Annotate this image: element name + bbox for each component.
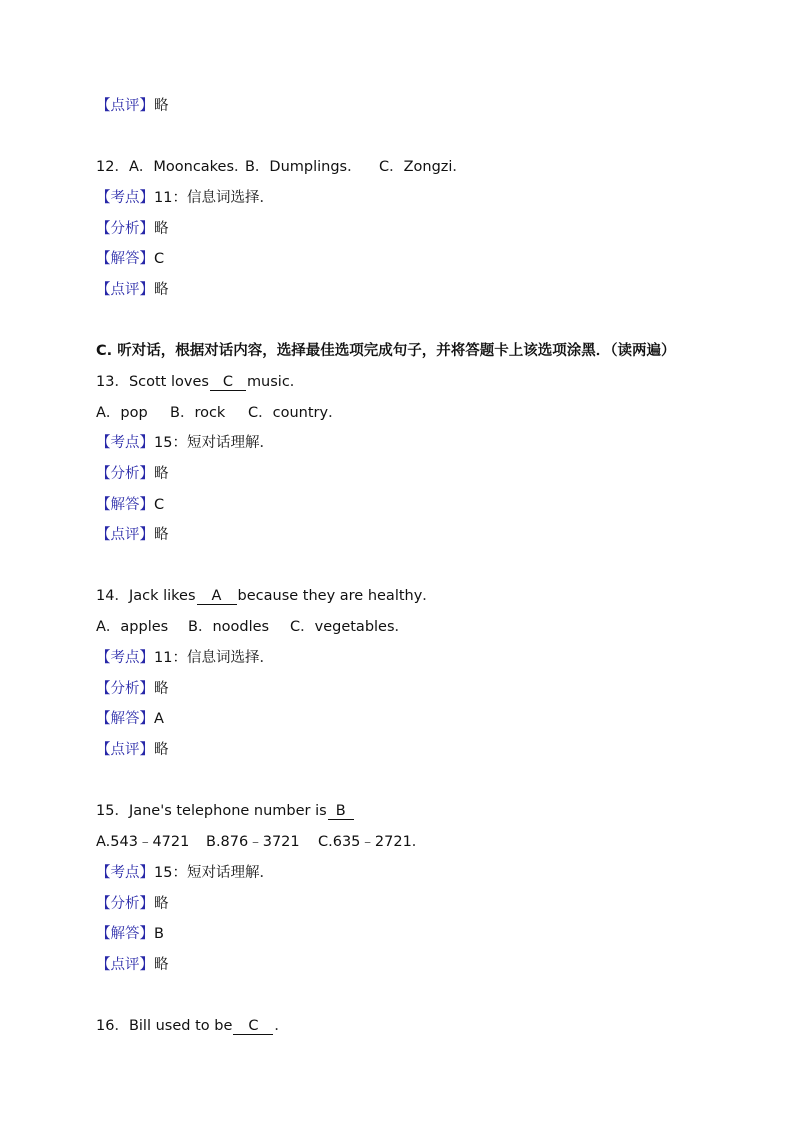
jieda-label: 解答: [110, 926, 140, 942]
answer-blank: B: [328, 803, 354, 820]
options-row: [96, 617, 409, 637]
options-row: [96, 403, 343, 423]
option-b: B.876﹣3721: [206, 834, 300, 850]
kaodian-row: 【考点】15：短对话理解．: [96, 435, 274, 451]
jieda-value: A: [154, 711, 164, 727]
question-number: 15．: [96, 803, 129, 819]
dianping-label: 点评: [110, 527, 140, 543]
question-16: [96, 1016, 289, 1036]
jieda-value: C: [154, 497, 165, 513]
question-stem: Bill used to be: [128, 1018, 233, 1034]
dianping-value: 略: [154, 527, 169, 543]
fenxi-value: 略: [154, 466, 169, 482]
question-stem-end: ．: [274, 1018, 289, 1034]
option-c: C．country．: [248, 405, 343, 421]
jieda-row: 【解答】A: [96, 711, 164, 727]
fenxi-label: 分析: [110, 896, 140, 912]
option-b: B．rock: [170, 405, 226, 421]
option-c: C．Zongzi．: [378, 159, 467, 175]
fenxi-row: 【分析】略: [96, 221, 169, 237]
option-a: A．apples: [96, 619, 169, 635]
options-row: [96, 832, 426, 852]
option-a: A．pop: [96, 405, 148, 421]
dianping-value: 略: [154, 957, 169, 973]
jieda-label: 解答: [110, 711, 140, 727]
question-stem: Jane's telephone number is: [128, 803, 327, 819]
jieda-row: 【解答】C: [96, 497, 165, 513]
answer-blank: C: [233, 1018, 273, 1035]
kaodian-value: 15：短对话理解．: [154, 435, 274, 451]
fenxi-row: 【分析】略: [96, 681, 169, 697]
kaodian-value: 15：短对话理解．: [154, 865, 274, 881]
dianping-value: 略: [154, 98, 169, 114]
fenxi-label: 分析: [110, 221, 140, 237]
question-13: [96, 372, 304, 392]
fenxi-value: 略: [154, 221, 169, 237]
dianping-label: 点评: [110, 742, 140, 758]
dianping-row: 【点评】略: [96, 742, 169, 758]
question-stem: Scott loves: [128, 374, 209, 390]
question-14: [96, 586, 437, 606]
jieda-label: 解答: [110, 251, 140, 267]
fenxi-row: 【分析】略: [96, 896, 169, 912]
answer-blank: C: [210, 374, 246, 391]
dianping-label: 点评: [110, 98, 140, 114]
fenxi-row: 【分析】略: [96, 466, 169, 482]
question-stem-end: because they are healthy．: [237, 588, 437, 604]
fenxi-value: 略: [154, 681, 169, 697]
dianping-value: 略: [154, 742, 169, 758]
dianping-row: 【点评】略: [96, 957, 169, 973]
dianping-label: 点评: [110, 957, 140, 973]
question-number: 13．: [96, 374, 129, 390]
dianping-row: 【点评】略: [96, 282, 169, 298]
jieda-row: 【解答】B: [96, 926, 164, 942]
kaodian-label: 考点: [110, 435, 140, 451]
kaodian-label: 考点: [110, 190, 140, 206]
kaodian-row: 【考点】11：信息词选择．: [96, 190, 274, 206]
section-c-heading: C. 听对话，根据对话内容，选择最佳选项完成句子，并将答题卡上该选项涂黑．（读两遍）: [96, 343, 676, 359]
question-number: 12．: [96, 159, 129, 175]
option-a: A．Mooncakes．: [128, 159, 249, 175]
option-a: A.543﹣4721: [96, 834, 190, 850]
jieda-value: B: [154, 926, 164, 942]
fenxi-value: 略: [154, 896, 169, 912]
question-15: [96, 801, 355, 821]
option-b: B．Dumplings．: [244, 159, 362, 175]
question-stem-end: music．: [246, 374, 305, 390]
question-12: [96, 157, 467, 177]
fenxi-label: 分析: [110, 681, 140, 697]
option-c: C.635﹣2721．: [318, 834, 427, 850]
kaodian-value: 11：信息词选择．: [154, 190, 274, 206]
answer-blank: A: [197, 588, 237, 605]
dianping-label: 点评: [110, 282, 140, 298]
dianping-row: 【点评】略: [96, 98, 169, 114]
fenxi-label: 分析: [110, 466, 140, 482]
option-c: C．vegetables．: [290, 619, 410, 635]
question-number: 16．: [96, 1018, 129, 1034]
question-number: 14．: [96, 588, 129, 604]
kaodian-value: 11：信息词选择．: [154, 650, 274, 666]
dianping-row: 【点评】略: [96, 527, 169, 543]
jieda-label: 解答: [110, 497, 140, 513]
kaodian-label: 考点: [110, 865, 140, 881]
question-stem: Jack likes: [128, 588, 196, 604]
jieda-row: 【解答】C: [96, 251, 165, 267]
dianping-value: 略: [154, 282, 169, 298]
kaodian-label: 考点: [110, 650, 140, 666]
kaodian-row: 【考点】11：信息词选择．: [96, 650, 274, 666]
kaodian-row: 【考点】15：短对话理解．: [96, 865, 274, 881]
option-b: B．noodles: [188, 619, 270, 635]
jieda-value: C: [154, 251, 165, 267]
